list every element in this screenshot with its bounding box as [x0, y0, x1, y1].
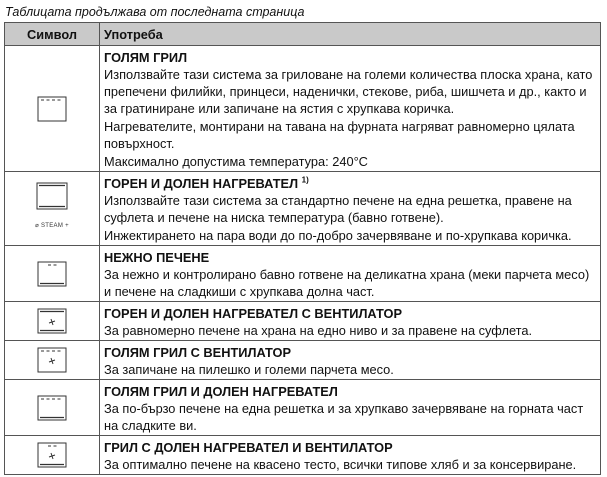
function-title-text: ГОЛЯМ ГРИЛ И ДОЛЕН НАГРЕВАТЕЛ: [104, 384, 338, 399]
usage-cell: [100, 172, 601, 246]
usage-cell: [100, 380, 601, 436]
steam-icon: ⌀: [35, 223, 39, 229]
function-title: [104, 383, 596, 400]
symbol-cell: [5, 436, 100, 475]
table-row: [5, 46, 601, 172]
top-bottom-heat-icon: [5, 182, 99, 210]
function-title-text: ГОРЕН И ДОЛЕН НАГРЕВАТЕЛ: [104, 176, 299, 191]
footnote-marker: 1): [301, 175, 309, 185]
function-title: [104, 305, 596, 322]
symbol-cell: [5, 302, 100, 341]
gentle-bake-icon: [5, 261, 99, 287]
function-description: Максимално допустима температура: 240°C: [104, 154, 368, 169]
function-title-text: ГОЛЯМ ГРИЛ С ВЕНТИЛАТОР: [104, 345, 292, 360]
function-title-text: ГОРЕН И ДОЛЕН НАГРЕВАТЕЛ С ВЕНТИЛАТОР: [104, 306, 403, 321]
grill-bottom-fan-icon: [5, 442, 99, 468]
function-title: [104, 249, 596, 266]
table-header: [5, 23, 601, 46]
function-description: За равномерно печене на храна на едно ниво и за правене на суфлета.: [104, 323, 533, 338]
table-caption: Таблицата продължава от последната страница: [5, 5, 305, 19]
symbol-cell: [5, 380, 100, 436]
usage-cell: [100, 341, 601, 380]
usage-cell: [100, 436, 601, 475]
function-title: [104, 49, 596, 66]
function-title: [104, 175, 596, 192]
large-grill-fan-icon: [5, 347, 99, 373]
table-row: [5, 341, 601, 380]
function-title: [104, 344, 596, 361]
header-symbol: Символ: [5, 23, 100, 46]
symbol-cell: [5, 46, 100, 172]
symbol-cell: [5, 172, 100, 246]
table-row: [5, 380, 601, 436]
top-bottom-fan-icon: [5, 308, 99, 334]
table-row: [5, 302, 601, 341]
usage-cell: [100, 46, 601, 172]
table-row: [5, 436, 601, 475]
function-description: За запичане на пилешко и големи парчета месо.: [104, 362, 394, 377]
symbol-cell: [5, 341, 100, 380]
function-title-text: ГРИЛ С ДОЛЕН НАГРЕВАТЕЛ И ВЕНТИЛАТОР: [104, 440, 393, 455]
function-description: Инжектирането на пара води до по-добро зачервяване и по-хрупкава коричка.: [104, 228, 572, 243]
function-description: За нежно и контролирано бавно готвене на деликатна храна (меки парчета месо) и печене на сладкиши с хрупкава долна част.: [104, 267, 590, 299]
large-grill-icon: [5, 96, 99, 122]
header-usage: Употреба: [100, 23, 601, 46]
function-title: [104, 439, 596, 456]
function-description: Използвайте тази система за гриловане на големи количества плоска храна, като препечени филийки, принцеси, наденички, стекове, риба, шишчета и др., както и за гратиниране или запичане на ястия с хрупкава коричка.: [104, 67, 593, 116]
function-description: Нагревателите, монтирани на тавана на фурната нагряват равномерно цялата повърхност.: [104, 119, 575, 151]
usage-cell: [100, 302, 601, 341]
table-row: [5, 246, 601, 302]
steam-text: STEAM +: [40, 223, 69, 229]
function-description: За оптимално печене на квасено тесто, всички типове хляб и за консервиране.: [104, 457, 577, 472]
functions-table: [4, 22, 601, 475]
function-description: Използвайте тази система за стандартно печене на една решетка, правене на суфлета и печене на ниска температура (бавно готвене).: [104, 193, 572, 225]
steam-label: [5, 218, 99, 235]
table-row: [5, 172, 601, 246]
function-title-text: НЕЖНО ПЕЧЕНЕ: [104, 250, 210, 265]
function-title-text: ГОЛЯМ ГРИЛ: [104, 50, 188, 65]
large-grill-bottom-icon: [5, 395, 99, 421]
usage-cell: [100, 246, 601, 302]
symbol-cell: [5, 246, 100, 302]
function-description: За по-бързо печене на една решетка и за хрупкаво зачервяване на горната част на сладките ви.: [104, 401, 584, 433]
